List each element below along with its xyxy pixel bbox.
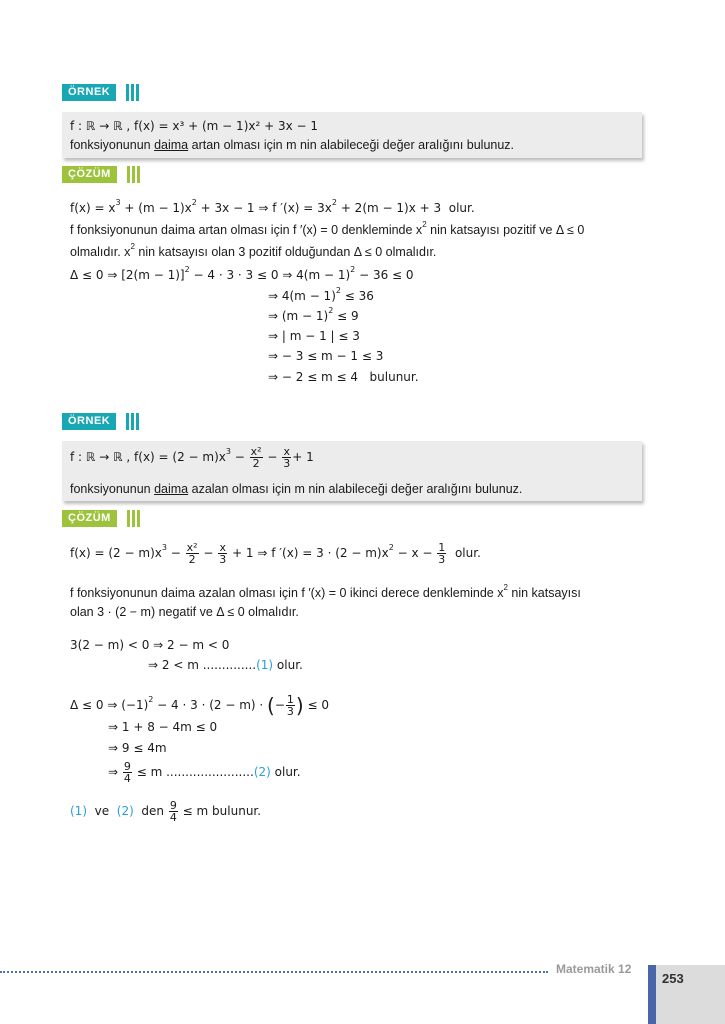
- solution-tag: ÇÖZÜM: [62, 510, 117, 527]
- question-text: fonksiyonunun daima artan olması için m nin alabileceği değer aralığını bulunuz.: [70, 138, 515, 152]
- math-step: ⇒ $4(m - 1)^2 \le 36$: [268, 286, 374, 303]
- page-number: 253: [662, 971, 684, 986]
- tag-decoration: [126, 413, 139, 430]
- math-step: Δ ≤ 0 ⇒ $[2(m - 1)]^2 - 4 \cdot 3 \cdot 3 \le 0$ ⇒ $4(m - 1)^2 - 36 \le 0$: [70, 265, 414, 282]
- final-result: (1) ve (2) den $\frac{9}{4}$ ≤ m bulunur.: [70, 799, 262, 824]
- explanation-line: olan 3 · (2 − m) negatif ve Δ ≤ 0 olmalıdır.: [70, 605, 299, 619]
- math-step: ⇒ 1 + 8 − 4m ≤ 0: [108, 720, 218, 734]
- page-accent-bar: [648, 965, 656, 1024]
- question-text: fonksiyonunun daima azalan olması için m nin alabileceği değer aralığını bulunuz.: [70, 482, 523, 496]
- math-step: ⇒ $\frac{9}{4}$ ≤ m .......................(2) olur.: [108, 760, 301, 785]
- math-step: ⇒ − 3 ≤ m − 1 ≤ 3: [268, 349, 384, 363]
- tag-decoration: [126, 84, 139, 101]
- math-step: Δ ≤ 0 ⇒ $(-1)^2 - 4 \cdot 3 \cdot (2 - m)$ · (− $\frac{1}{3}$ ) ≤ 0: [70, 693, 330, 718]
- math-step: ⇒ 9 ≤ 4m: [108, 741, 167, 755]
- footer-divider: [0, 971, 548, 973]
- tag-decoration: [127, 166, 140, 183]
- tag-decoration: [127, 510, 140, 527]
- math-step: ⇒ − 2 ≤ m ≤ 4 bulunur.: [268, 370, 419, 384]
- math-step: ⇒ 2 < m ..............(1) olur.: [148, 658, 303, 672]
- derivative-line: $f(x) = x^3 + (m - 1)x^2 + 3x - 1$ ⇒ f $'(x) = 3x^2 + 2(m - 1)x + 3$ olur.: [70, 198, 475, 215]
- explanation-line: olmalıdır. $x^2$ nin katsayısı olan 3 pozitif olduğundan Δ ≤ 0 olmalıdır.: [70, 242, 437, 259]
- math-step: ⇒ $(m - 1)^2 \le 9$: [268, 306, 359, 323]
- function-definition: f : ℝ → ℝ , $f(x) = (2 - m)x^3$ − $\frac{\text{x²}}{2}$ − $\frac{x}{3}$ + 1: [70, 445, 314, 470]
- derivative-line: $f(x) = (2 - m)x^3$ − $\frac{\text{x²}}{2}$ − $\frac{x}{3}$ + 1 ⇒ f $'(x) = 3 \cdot (2 - m)x^2 - x$ − $\frac{1}{3}$ olur.: [70, 541, 481, 566]
- example-tag: ÖRNEK: [62, 84, 116, 101]
- solution-tag: ÇÖZÜM: [62, 166, 117, 183]
- math-step: ⇒ | m − 1 | ≤ 3: [268, 329, 360, 343]
- example-2-question-box: [62, 441, 642, 501]
- footer-book-title: Matematik 12: [556, 962, 632, 976]
- example-1-question-box: [62, 112, 642, 158]
- explanation-line: f fonksiyonunun daima azalan olması için f ′(x) = 0 ikinci derece denkleminde $x^2$ nin katsayısı: [70, 583, 581, 600]
- explanation-line: f fonksiyonunun daima artan olması için f ′(x) = 0 denkleminde $x^2$ nin katsayısı pozitif ve Δ ≤ 0: [70, 220, 585, 237]
- math-step: 3(2 − m) < 0 ⇒ 2 − m < 0: [70, 638, 230, 652]
- example-tag: ÖRNEK: [62, 413, 116, 430]
- function-definition: f : ℝ → ℝ , f(x) = x³ + (m − 1)x² + 3x − 1: [70, 119, 319, 133]
